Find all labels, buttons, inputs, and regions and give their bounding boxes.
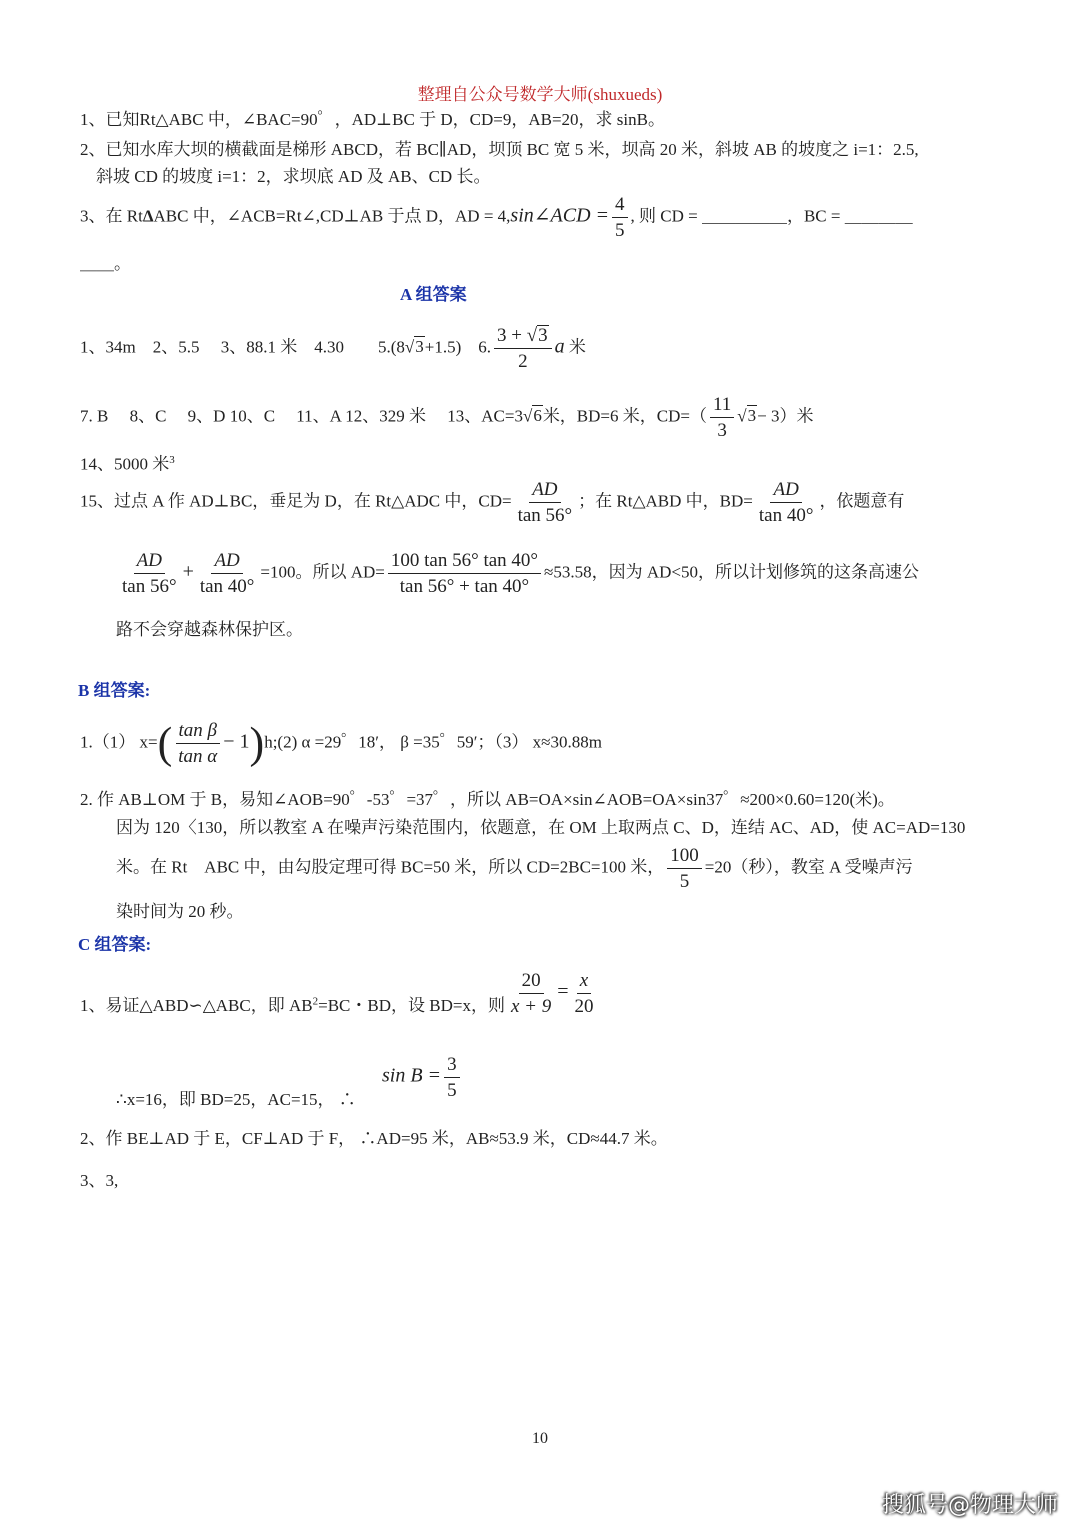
group-a-line-5 (116, 548, 919, 599)
b1-text-b: h;(2) α =29゜18′， β =35゜59′；（3） x≈30.88m (264, 732, 602, 752)
group-b-line-1 (80, 718, 602, 769)
b1-fraction (175, 718, 220, 769)
a1-fraction-den: 2 (518, 351, 528, 372)
q3-fraction-num: 4 (612, 192, 628, 218)
b4-text-b: =20（秒），教室 A 受噪声污 (704, 857, 913, 877)
a4-fraction-1 (515, 477, 576, 528)
a4-text-b: ；在 Rt△ABD 中，BD= (578, 491, 753, 511)
a4-f1-num: AD (529, 477, 560, 503)
b1-f-den: tan α (178, 746, 218, 767)
a2-text-b: 米，BD=6 米，CD=（ (542, 406, 707, 426)
a4-f1-den: tan 56° (517, 505, 573, 526)
b4-text-a: 米。在 Rt ABC 中，由勾股定理可得 BC=50 米，所以 CD=2BC=100 米， (116, 857, 665, 877)
q3-sin: sin∠ACD = (510, 204, 610, 227)
question-2-line-2: 斜坡 CD 的坡度 i=1：2，求坝底 AD 及 AB、CD 长。 (96, 167, 491, 186)
q3-post: , 则 CD = ＿＿＿＿＿，BC = ＿＿＿＿ (630, 206, 913, 226)
group-a-line-3 (80, 448, 175, 477)
a2-fraction-num: 11 (710, 392, 734, 418)
b1-paren-left: ( (157, 718, 173, 768)
group-c-heading: C 组答案: (78, 935, 152, 954)
a5-f1-den: tan 56° (122, 576, 177, 597)
a4-f2-num: AD (770, 477, 801, 503)
a5-fraction-2 (197, 548, 258, 599)
a2-sqrt6: 6 (533, 406, 542, 426)
c1-text (80, 996, 505, 1015)
a1-text-a: 1、34m 2、5.5 3、88.1 米 4.30 5.(8 (80, 337, 405, 357)
a1-text-b: +1.5) 6. (424, 337, 491, 357)
b1-f-num: tan β (176, 718, 221, 744)
group-c-sin-fraction (382, 1052, 463, 1103)
b1-minus: − 1 (223, 730, 250, 753)
a2-sqrt3: 3 (747, 406, 757, 426)
b1-paren-right: ) (249, 718, 265, 768)
group-c-line-3: 2、作 BE⊥AD 于 E，CF⊥AD 于 F， ∴AD=95 米，AB≈53.9 米，CD≈44.7 米。 (80, 1129, 668, 1148)
c1-f1-den: x + 9 (510, 996, 552, 1017)
c1-text-b: =BC・BD，设 BD=x，则 (318, 996, 505, 1016)
a5-f2-den: tan 40° (199, 576, 255, 597)
group-a-line-2: 7. B 8、C 9、D 10、C 11、A 12、329 米 13、AC=3√6米，BD=6 米，CD=（ $\frac{11}{3}$ √3− 3）米 (80, 394, 814, 441)
a5-f3-num: 100 tan 56° tan 40° (388, 548, 541, 574)
c1-fraction-1 (508, 968, 554, 1019)
c1-sup: 2 (312, 995, 319, 1008)
b4-f-num: 100 (667, 843, 702, 869)
a2-fraction (710, 392, 734, 443)
c1-text-a: 1、易证△ABD∽△ABC，即 AB (80, 996, 313, 1016)
a5-fraction-1 (119, 548, 180, 599)
c1-f2-den: 20 (574, 996, 594, 1017)
group-a-heading: A 组答案 (400, 285, 467, 304)
group-c-line-1 (80, 968, 600, 1019)
a1-fraction-num: 3 + √3 (494, 323, 552, 349)
a4-fraction-2 (756, 477, 817, 528)
c2-f-den: 5 (447, 1080, 457, 1101)
a1-sqrt: 3 (415, 337, 424, 357)
group-a-line-1: 1、34m 2、5.5 3、88.1 米 4.30 5.(8√3+1.5) 6. $\frac{3 + √3}{2}$ a 米 (80, 325, 586, 372)
c1-fraction-2 (572, 968, 597, 1019)
question-1: 1、已知Rt△ABC 中，∠BAC=90゜，AD⊥BC 于 D，CD=9，AB=20，求 sinB。 (80, 110, 665, 129)
group-a-line-4 (80, 477, 904, 528)
a5-f3-den: tan 56° + tan 40° (399, 576, 530, 597)
group-b-line-4 (116, 843, 913, 894)
q3-pre: 3、在 Rt (80, 206, 143, 226)
question-3-tail: ＿＿。 (80, 254, 131, 273)
watermark: 搜狐号@物理大师 (881, 1493, 1058, 1518)
a2-text-c: − 3）米 (757, 406, 814, 426)
a5-plus: + (182, 560, 194, 583)
a1-var: a (554, 335, 565, 358)
a3-sup: 3 (169, 454, 175, 466)
group-c-line-4: 3、3, (80, 1171, 119, 1190)
group-b-line-2: 2. 作 AB⊥OM 于 B，易知∠AOB=90゜-53゜=37゜，所以 AB=OA×sin∠AOB=OA×sin37゜≈200×0.60=120(米)。 (80, 790, 895, 809)
c1-f1-num: 20 (519, 968, 544, 994)
q3-fraction-den: 5 (615, 220, 625, 241)
a5-f1-num: AD (134, 548, 165, 574)
group-a-line-6: 路不会穿越森林保护区。 (116, 620, 303, 639)
question-3 (80, 192, 913, 243)
q3-mid: ABC 中，∠ACB=Rt∠,CD⊥AB 于点 D，AD = 4, (153, 206, 511, 226)
c2-fraction (444, 1052, 460, 1103)
group-b-line-5: 染时间为 20 秒。 (116, 902, 244, 921)
question-2-line-1: 2、已知水库大坝的横截面是梯形 ABCD，若 BC∥AD，坝顶 BC 宽 5 米，坝高 20 米，斜坡 AB 的坡度之 i=1：2.5, (80, 140, 919, 159)
a5-text-b: ≈53.58，因为 AD<50，所以计划修筑的这条高速公 (544, 562, 919, 582)
a1-unit: 米 (568, 337, 586, 357)
a4-f2-den: tan 40° (758, 505, 814, 526)
a1-num-sqrt: 3 (538, 325, 548, 346)
c2-f-num: 3 (444, 1052, 460, 1078)
q3-fraction (612, 192, 628, 243)
a2-fraction-den: 3 (717, 420, 727, 441)
page-number: 10 (532, 1430, 548, 1447)
a3-text: 14、5000 米 (80, 454, 170, 474)
b4-f-den: 5 (679, 871, 690, 892)
page-header-title: 整理自公众号数学大师(shuxueds) (417, 85, 663, 104)
b4-fraction (667, 843, 702, 894)
a1-fraction (494, 323, 552, 374)
c1-eq: = (557, 980, 569, 1003)
group-c-line-2: ∴x=16，即 BD=25，AC=15， ∴ (116, 1090, 356, 1109)
group-b-heading: B 组答案: (78, 681, 151, 700)
a5-f2-num: AD (211, 548, 242, 574)
a4-text-a: 15、过点 A 作 AD⊥BC，垂足为 D，在 Rt△ADC 中，CD= (80, 491, 512, 511)
q3-delta: Δ (142, 206, 154, 226)
b1-text-a: 1.（1） x= (80, 732, 158, 752)
a1-num-a: 3 + (496, 325, 527, 346)
a2-text-a: 7. B 8、C 9、D 10、C 11、A 12、329 米 13、AC=3 (80, 406, 523, 426)
group-b-line-3: 因为 120〈130，所以教室 A 在噪声污染范围内，依题意，在 OM 上取两点 C、D，连结 AC、AD，使 AC=AD=130 (116, 818, 966, 837)
c1-f2-num: x (577, 968, 591, 994)
c2-sin: sin B = (382, 1064, 442, 1087)
a5-text-a: =100。所以 AD= (260, 562, 385, 582)
a4-text-c: ，依题意有 (819, 491, 905, 511)
a5-fraction-3 (388, 548, 541, 599)
